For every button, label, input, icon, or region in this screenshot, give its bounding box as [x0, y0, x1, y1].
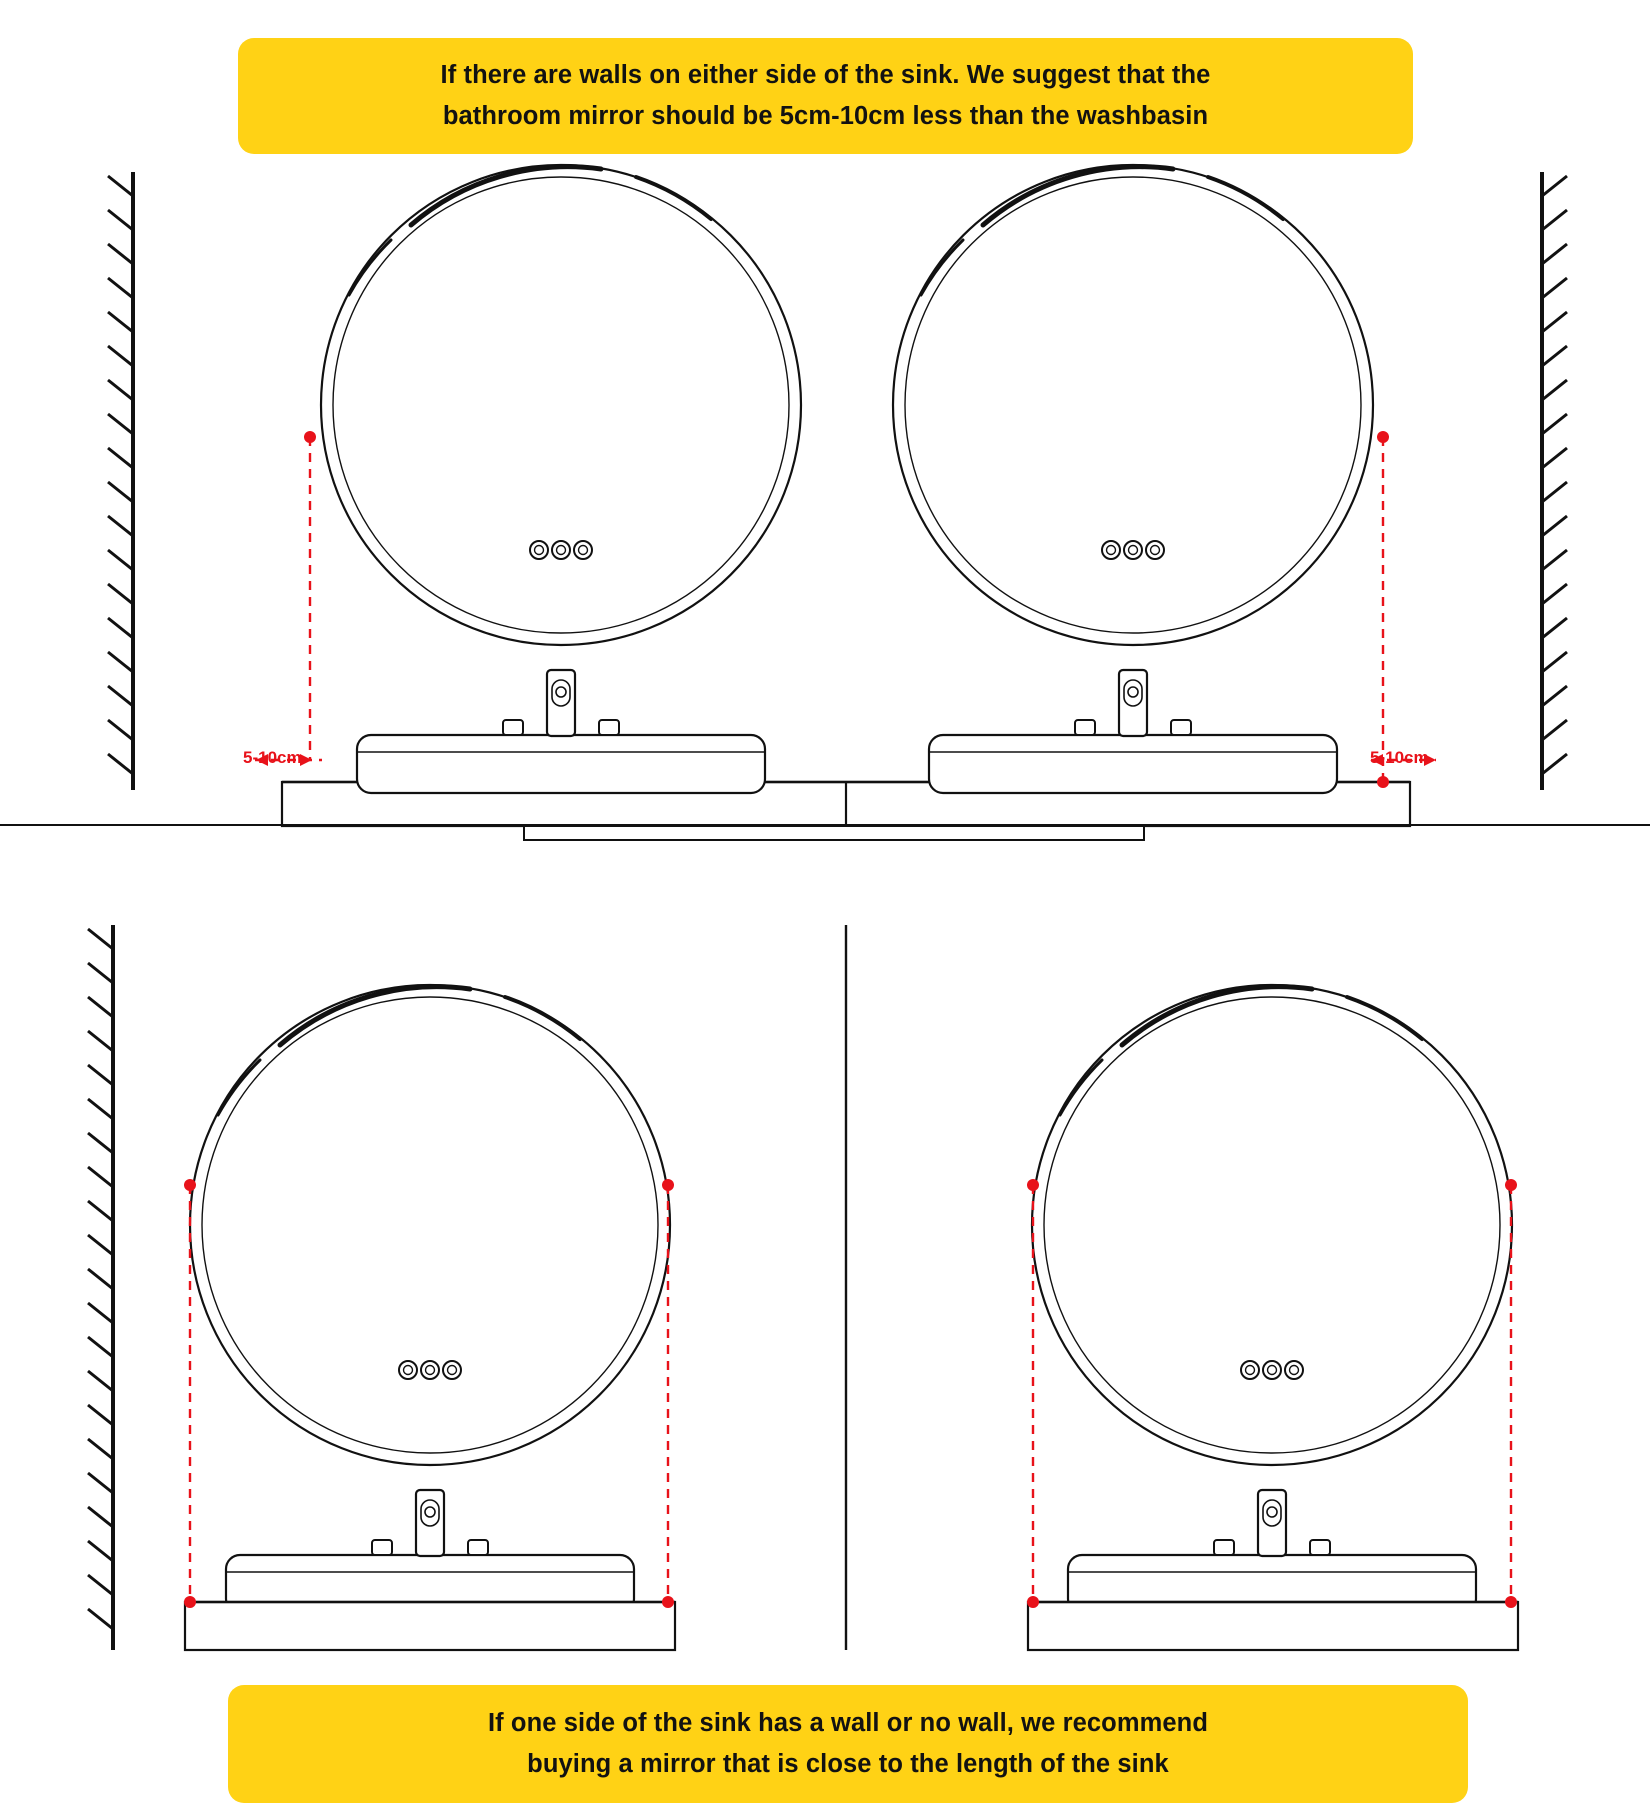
left-hatched-wall [108, 172, 133, 790]
right-hatched-wall [1542, 172, 1567, 790]
callout-line-1: If there are walls on either side of the sink. We suggest that the [440, 60, 1211, 89]
callout-walls-both-sides [238, 38, 1413, 154]
sink-bottom-right [1068, 1490, 1476, 1613]
dimension-label-left: 5-10cm [243, 748, 302, 767]
mirror-top-left [321, 165, 801, 645]
sink-top-right [929, 670, 1337, 793]
vanity-counter-bottom-left [185, 1602, 675, 1650]
callout-line-1: If one side of the sink has a wall or no wall, we recommend [487, 1708, 1209, 1737]
vanity-counter-bottom-right [1028, 1602, 1518, 1650]
callout-line-2: bathroom mirror should be 5cm-10cm less than the washbasin [442, 102, 1209, 130]
mirror-bottom-left [190, 985, 670, 1465]
panel-one-side-wall [0, 825, 1650, 1778]
callout-line-2: buying a mirror that is close to the length of the sink [527, 1750, 1169, 1778]
callout-one-side-wall [228, 1685, 1468, 1803]
dimension-right [1371, 431, 1436, 788]
sink-bottom-left [226, 1490, 634, 1613]
left-hatched-wall [88, 925, 113, 1650]
dimension-label-right: 5-10cm [1370, 748, 1429, 767]
bottom-panel-drawing [0, 825, 1650, 1650]
dimension-left [255, 431, 322, 766]
sink-top-left [357, 670, 765, 793]
panel-walls-both-sides [0, 0, 1650, 825]
mirror-bottom-right [1032, 985, 1512, 1465]
mirror-top-right [893, 165, 1373, 645]
